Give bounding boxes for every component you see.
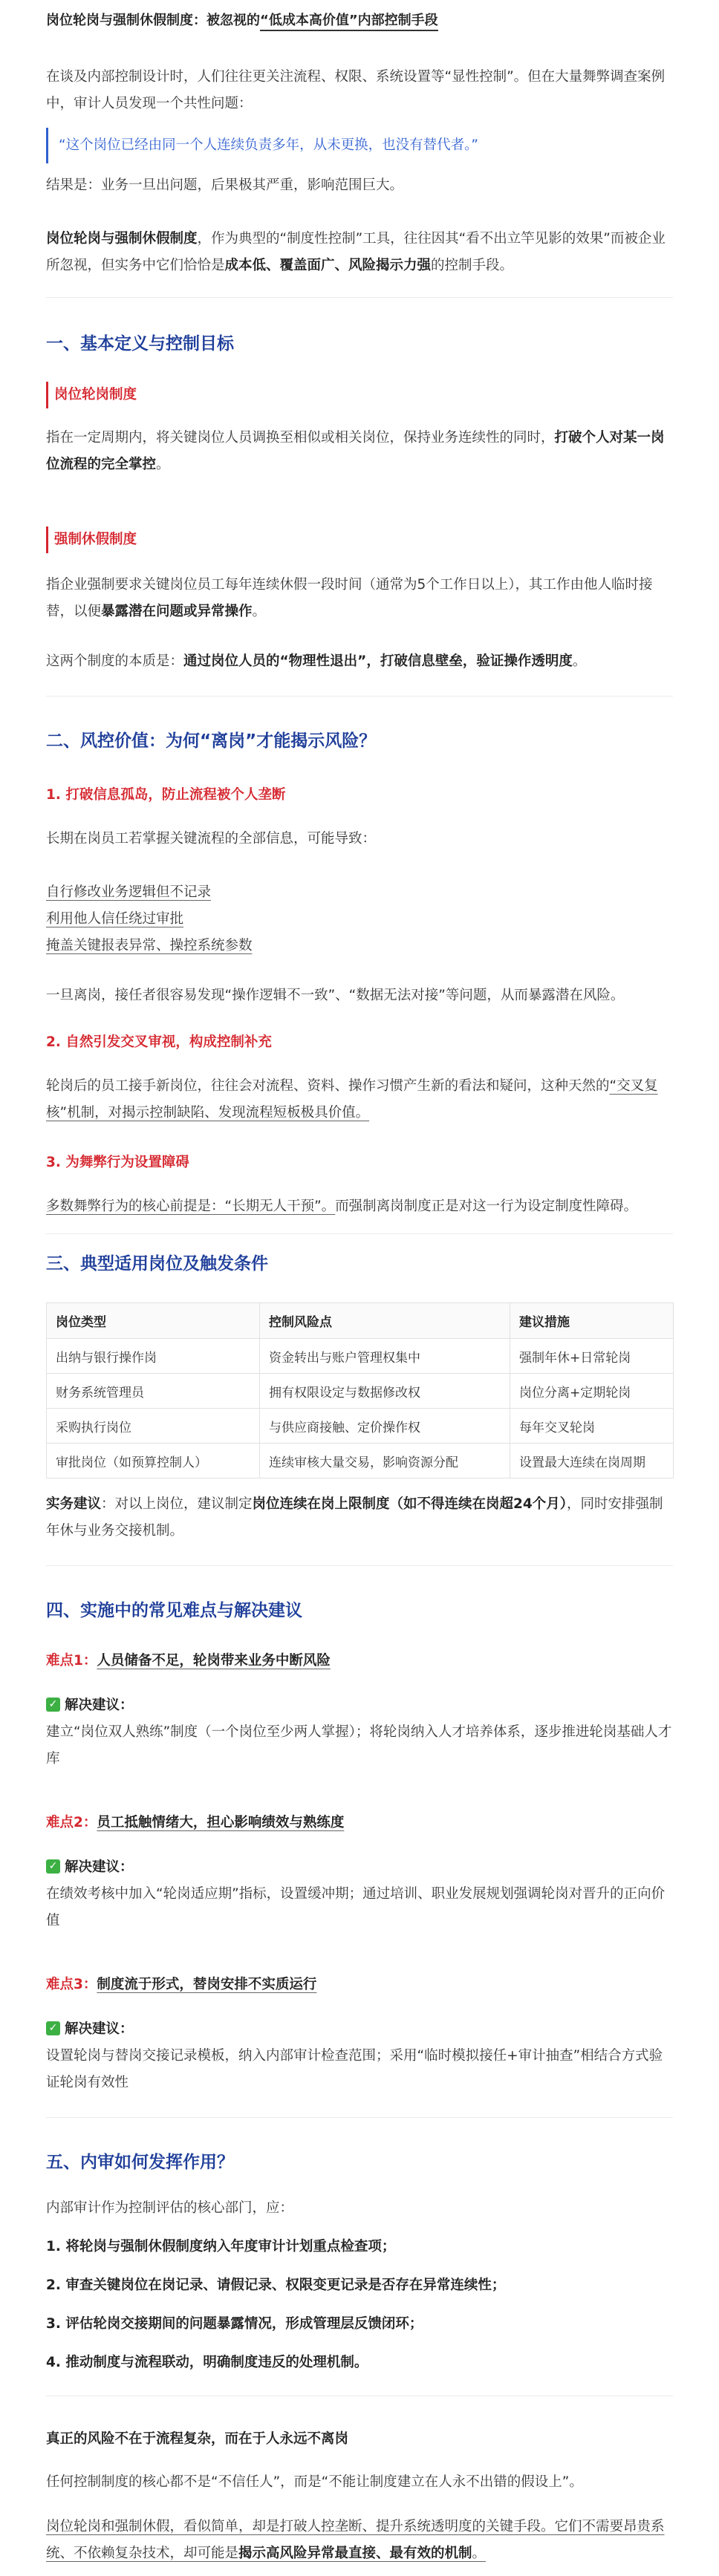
section-divider (46, 2117, 673, 2118)
solution-text: 建立“岗位双人熟练”制度（一个岗位至少两人掌握）；将轮岗纳入人才培养体系，逐步推进轮岗基础人才库 (46, 1724, 672, 1767)
table-cell: 拥有权限设定与数据修改权 (260, 1374, 510, 1409)
table-cell: 强制年休+日常轮岗 (510, 1339, 674, 1374)
intro-summary-text-1: ，作为典型的“制度性控制”工具，往往因其“看不出立竿见影的效果”而被企业所忽视，但实务中它们恰恰是 (46, 231, 666, 273)
table-cell: 采购执行岗位 (47, 1409, 260, 1444)
table-row (47, 1374, 674, 1409)
section-divider (46, 1565, 673, 1566)
practice-advice (46, 1491, 673, 1545)
advice-text-1: ：对以上岗位，建议制定 (101, 1496, 253, 1512)
essence-paragraph (46, 648, 673, 675)
value-3-text: 而强制离岗制度正是对这一行为设定制度性障碍。 (335, 1199, 638, 1214)
risk-item-2: 利用他人信任绕过审批 (46, 911, 184, 927)
intro-summary (46, 226, 673, 279)
solution-heading (46, 2016, 673, 2043)
difficulty-heading (46, 1810, 673, 1836)
intro-summary-bold-2: 成本低、覆盖面广、风险揭示力强 (224, 258, 432, 273)
risk-item-3: 掩盖关键报表异常、操控系统参数 (46, 938, 253, 953)
leave-subheading: 强制休假制度 (46, 526, 673, 553)
advice-bold: 岗位连续在岗上限制度（如不得连续在岗超24个月） (252, 1496, 567, 1512)
section-divider (46, 1233, 673, 1234)
table-row (47, 1409, 674, 1444)
section-4-heading: 四、实施中的常见难点与解决建议 (46, 1601, 302, 1620)
leave-text-2: 。 (252, 604, 267, 619)
closing-text-2: 。 (472, 2546, 487, 2561)
list-item (46, 906, 673, 933)
difficulty-title: 制度流于形式，替岗安排不实质运行 (97, 1977, 317, 1992)
section-1-heading: 一、基本定义与控制目标 (46, 334, 234, 353)
value-1-intro: 长期在岗员工若掌握关键流程的全部信息，可能导致： (46, 831, 377, 847)
value-2-text: 轮岗后的员工接手新岗位，往往会对流程、资料、操作习惯产生新的看法和疑问，这种天然的 (46, 1078, 610, 1094)
title-lead: 岗位轮岗与强制休假制度：被忽视的 (46, 13, 260, 28)
solution-heading (46, 1854, 673, 1881)
table-header-row (47, 1303, 674, 1339)
table-cell: 岗位分离+定期轮岗 (510, 1374, 674, 1409)
solution-label: 解决建议： (65, 1698, 134, 1713)
essence-text-2: 。 (572, 653, 587, 669)
leave-text-1: 指企业强制要求关键岗位员工每年连续休假一段时间（通常为5个工作日以上），其工作由他人临时接替，以便 (46, 577, 653, 619)
rotation-subheading: 岗位轮岗制度 (46, 382, 673, 408)
section-divider (46, 696, 673, 697)
closing-paragraph-1: 任何控制制度的核心都不是“不信任人”，而是“不能让制度建立在人永不出错的假设上”。 (46, 2474, 583, 2490)
intro-summary-text-2: 的控制手段。 (431, 258, 514, 273)
difficulty-title: 人员储备不足，轮岗带来业务中断风险 (97, 1653, 331, 1669)
value-3-underlined: 多数舞弊行为的核心前提是：“长期无人干预”。 (46, 1199, 336, 1214)
advice-label: 实务建议 (46, 1496, 102, 1512)
positions-table (46, 1302, 674, 1478)
difficulty-2 (46, 1810, 673, 1934)
column-header-measure: 建议措施 (510, 1303, 674, 1339)
difficulty-heading (46, 1972, 673, 1998)
essence-text-1: 这两个制度的本质是： (46, 653, 184, 669)
value-2-heading: 2. 自然引发交叉审视，构成控制补充 (46, 1034, 272, 1050)
audit-item-2: 2. 审查关键岗位在岗记录、请假记录、权限变更记录是否存在异常连续性； (46, 2277, 506, 2293)
closing-paragraph-2 (46, 2514, 673, 2567)
title-underlined: “低成本高价值”内部控制手段 (260, 13, 438, 31)
check-icon (46, 1859, 60, 1874)
audit-intro: 内部审计作为控制评估的核心部门，应： (46, 2200, 294, 2216)
value-3-paragraph (46, 1193, 673, 1220)
risk-list (46, 879, 673, 959)
rotation-text-1: 指在一定周期内，将关键岗位人员调换至相似或相关岗位，保持业务连续性的同时， (46, 430, 555, 446)
check-icon (46, 1698, 60, 1712)
intro-paragraph: 在谈及内部控制设计时，人们往往更关注流程、权限、系统设置等“显性控制”。但在大量舞弊调查案例中，审计人员发现一个共性问题： (46, 69, 666, 111)
closing-headline: 真正的风险不在于流程复杂，而在于人永远不离岗 (46, 2431, 349, 2447)
value-1-heading: 1. 打破信息孤岛，防止流程被个人垄断 (46, 787, 286, 803)
table-cell: 财务系统管理员 (47, 1374, 260, 1409)
advice-text-2: ，同时安排强制年休与业务交接机制。 (46, 1496, 663, 1539)
table-row (47, 1444, 674, 1478)
audit-item-1: 1. 将轮岗与强制休假制度纳入年度审计计划重点检查项； (46, 2239, 396, 2254)
table-cell: 资金转出与账户管理权集中 (260, 1339, 510, 1374)
rotation-text-2: 。 (156, 457, 170, 472)
value-2-underlined: “交叉复核”机制，对揭示控制缺陷、发现流程短板极具价值。 (46, 1078, 658, 1121)
intro-summary-bold-1: 岗位轮岗与强制休假制度 (46, 231, 198, 247)
difficulty-label: 难点1： (46, 1653, 97, 1669)
table-cell: 每年交叉轮岗 (510, 1409, 674, 1444)
table-row (47, 1339, 674, 1374)
closing-text-1: 岗位轮岗和强制休假，看似简单，却是打破人控垄断、提升系统透明度的关键手段。它们不需要昂贵系统、不依赖复杂技术，却可能是 (46, 2519, 665, 2561)
list-item (46, 879, 673, 906)
rotation-bold: 打破个人对某一岗位流程的完全掌控 (46, 430, 665, 472)
value-2-paragraph (46, 1073, 673, 1126)
solution-label: 解决建议： (65, 1859, 134, 1875)
value-3-heading: 3. 为舞弊行为设置障碍 (46, 1155, 189, 1170)
list-item (46, 933, 673, 959)
leave-bold: 暴露潜在问题或异常操作 (101, 604, 253, 619)
section-5-heading: 五、内审如何发挥作用？ (46, 2153, 234, 2172)
leave-definition (46, 572, 673, 625)
solution-text: 设置轮岗与替岗交接记录模板，纳入内部审计检查范围；采用“临时模拟接任+审计抽查”相结合方式验证轮岗有效性 (46, 2048, 663, 2090)
rotation-definition (46, 425, 673, 478)
solution-label: 解决建议： (65, 2021, 134, 2037)
difficulty-3 (46, 1972, 673, 2096)
solution-heading (46, 1692, 673, 1719)
audit-item-4: 4. 推动制度与流程联动，明确制度违反的处理机制。 (46, 2355, 368, 2370)
intro-quote: “这个岗位已经由同一个人连续负责多年，从未更换，也没有替代者。” (46, 128, 673, 163)
difficulty-label: 难点3： (46, 1977, 97, 1992)
difficulty-heading (46, 1648, 673, 1675)
closing-bold: 揭示高风险异常最直接、最有效的机制 (238, 2546, 472, 2561)
table-cell: 连续审核大量交易，影响资源分配 (260, 1444, 510, 1478)
table-cell: 出纳与银行操作岗 (47, 1339, 260, 1374)
intro-result: 结果是：业务一旦出问题，后果极其严重，影响范围巨大。 (46, 177, 404, 193)
essence-bold: 通过岗位人员的“物理性退出”，打破信息壁垒，验证操作透明度 (183, 653, 573, 669)
audit-item-3: 3. 评估轮岗交接期间的问题暴露情况，形成管理层反馈闭环； (46, 2316, 423, 2332)
section-2-heading: 二、风控价值：为何“离岗”才能揭示风险？ (46, 731, 377, 751)
difficulty-1 (46, 1648, 673, 1773)
value-1-after: 一旦离岗，接任者很容易发现“操作逻辑不一致”、“数据无法对接”等问题，从而暴露潜在风险。 (46, 988, 625, 1003)
table-cell: 与供应商接触、定价操作权 (260, 1409, 510, 1444)
solution-text: 在绩效考核中加入“轮岗适应期”指标，设置缓冲期；通过培训、职业发展规划强调轮岗对晋升的正向价值 (46, 1886, 666, 1928)
difficulty-label: 难点2： (46, 1815, 97, 1830)
article-title (46, 7, 673, 34)
column-header-risk: 控制风险点 (260, 1303, 510, 1339)
risk-item-1: 自行修改业务逻辑但不记录 (46, 884, 212, 900)
column-header-position: 岗位类型 (47, 1303, 260, 1339)
table-cell: 审批岗位（如预算控制人） (47, 1444, 260, 1478)
section-3-heading: 三、典型适用岗位及触发条件 (46, 1254, 268, 1274)
table-cell: 设置最大连续在岗周期 (510, 1444, 674, 1478)
check-icon (46, 2021, 60, 2035)
difficulty-title: 员工抵触情绪大，担心影响绩效与熟练度 (97, 1815, 345, 1830)
section-divider (46, 297, 673, 298)
